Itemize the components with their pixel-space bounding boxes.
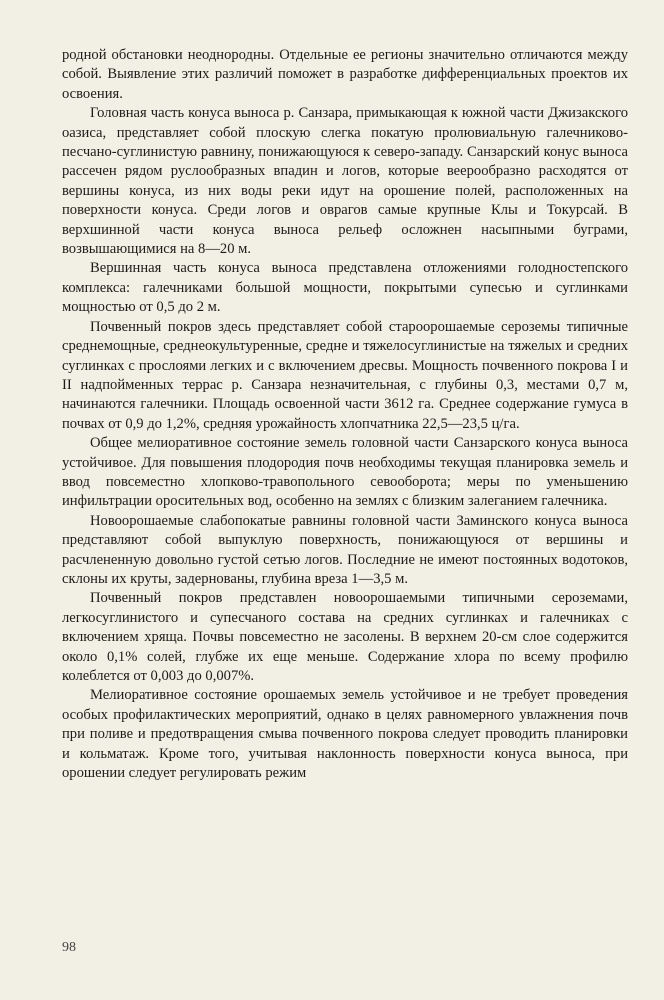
paragraph: Новоорошаемые слабопокатые равнины головной части Заминского конуса выноса представляют собой выпуклую поверхность, понижающуюся от вершины и расчлененную довольно густой сетью логов. Последние не имеют постоянных водотоков, склоны их круты, задернованы, глубина вреза 1—3,5 м. xyxy=(62,512,628,587)
paragraph: Мелиоративное состояние орошаемых земель устойчивое и не требует проведения особых профилактических мероприятий, однако в целях равномерного увлажнения почв при поливе и предотвращения смыва почвенного покрова следует проводить планировки и кольматаж. Кроме того, учитывая наклонность поверхности конуса выноса, при орошении следует регулировать режим xyxy=(62,687,628,782)
body-text xyxy=(62,46,628,783)
paragraph: Почвенный покров здесь представляет собой староорошаемые сероземы типичные среднемощные, среднеокультуренные, средне и тяжелосуглинистые на тяжелых и средних суглинках с прослоями легких и с включением дресвы. Мощность почвенного покрова I и II надпойменных террас р. Санзара незначительная, с глубины 0,3, местами 0,7 м, начинаются галечники. Площадь освоенной части 3612 га. Среднее содержание гумуса в почвах от 0,9 до 1,2%, средняя урожайность хлопчатника 22,5—23,5 ц/га. xyxy=(62,318,628,432)
paragraph: Головная часть конуса выноса р. Санзара, примыкающая к южной части Джизакского оазиса, представляет собой плоскую слегка покатую пролювиальную галечниково-песчано-суглинистую равнину, понижающуюся к северо-западу. Санзарский конус выноса рассечен рядом руслообразных впадин и логов, которые веерообразно расходятся от вершины конуса, из них воды реки идут на орошение полей, расположенных на поверхности конуса. Среди логов и оврагов самые крупные Клы и Токурсай. В верхшинной части конуса выноса рельеф осложнен насыпными буграми, возвышающимися на 8—20 м. xyxy=(62,105,628,258)
page-number: 98 xyxy=(62,940,76,955)
paragraph: Вершинная часть конуса выноса представлена отложениями голодностепского комплекса: галечниками большой мощности, покрытыми супесью и суглинками мощностью от 0,5 до 2 м. xyxy=(62,260,628,316)
paragraph-continued: родной обстановки неоднородны. Отдельные ее регионы значительно отличаются между собой. Выявление этих различий поможет в разработке дифференциальных проектов их освоения. xyxy=(62,47,628,102)
paragraph: Почвенный покров представлен новоорошаемыми типичными сероземами, легкосуглинистого и супесчаного состава на средних суглинках и галечниках с включением хряща. Почвы повсеместно не засолены. В верхнем 20-см слое содержится около 0,1% солей, глубже их еще меньше. Содержание хлора по всему профилю колеблется от 0,003 до 0,007%. xyxy=(62,590,628,684)
paragraph: Общее мелиоративное состояние земель головной части Санзарского конуса выноса устойчивое. Для повышения плодородия почв необходимы текущая планировка земель и ввод повсеместно хлопково-травопольного севооборота; меры по уменьшению инфильтрации оросительных вод, особенно на землях с близким залеганием галечника. xyxy=(62,435,628,510)
